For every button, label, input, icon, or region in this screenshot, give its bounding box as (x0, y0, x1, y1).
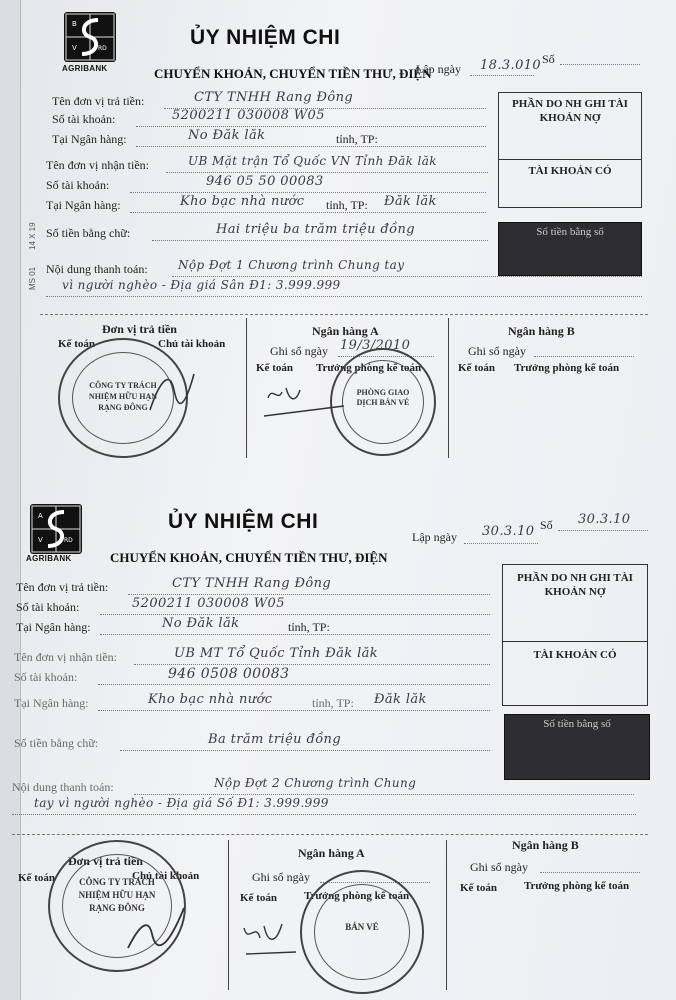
bank-b-accountant-label: Kế toán (458, 362, 495, 374)
payer-name: CTY TNHH Rang Đông (194, 90, 354, 105)
content-line1: Nộp Đợt 1 Chương trình Chung tay (178, 258, 405, 272)
payer-city-label: tỉnh, TP: (288, 620, 330, 634)
payee-name: UB MT Tổ Quốc Tỉnh Đăk lăk (174, 646, 379, 661)
payer-account: 5200211 030008 W05 (132, 596, 285, 611)
amount-words-label: Số tiền bằng chữ: (14, 736, 99, 750)
amount-number-label: Số tiền bằng số (536, 226, 604, 238)
svg-text:V: V (38, 536, 43, 544)
date-label: Lập ngày (416, 62, 461, 76)
document-title: ỦY NHIỆM CHI (190, 26, 341, 49)
payee-account-label: Số tài khoản: (46, 178, 110, 192)
bank-a-head-label: Trưởng phòng kế toán (304, 890, 410, 902)
payer-name: CTY TNHH Rang Đông (172, 576, 332, 591)
payment-order-2 (12, 488, 674, 1000)
amount-number-label: Số tiền bằng số (543, 718, 611, 730)
bank-stamp-text: BÁN VÉ (345, 922, 379, 932)
payer-bank-label: Tại Ngân hàng: (16, 620, 91, 634)
payer-city-label: tỉnh, TP: (336, 132, 378, 146)
payee-bank-label: Tại Ngân hàng: (14, 696, 89, 710)
date-value: 30.3.10 (482, 524, 535, 539)
payer-account-label: Số tài khoản: (52, 112, 116, 126)
payee-bank-label: Tại Ngân hàng: (46, 198, 121, 212)
content-line2: vì người nghèo - Địa giá Sân Đ1: 3.999.999 (62, 278, 341, 292)
content-label: Nội dung thanh toán: (46, 262, 148, 276)
payer-bank: No Đăk lăk (162, 616, 240, 631)
bank-a-accountant-label: Kế toán (240, 892, 277, 904)
payer-name-label: Tên đơn vị trả tiền: (16, 580, 109, 594)
bank-b-head-label: Trưởng phòng kế toán (514, 362, 620, 374)
bank-b-label: Ngân hàng B (508, 324, 575, 338)
svg-text:V: V (72, 44, 77, 52)
payee-account-label: Số tài khoản: (14, 670, 78, 684)
bank-a-recorded-date: 19/3/2010 (340, 338, 411, 353)
account-owner-label: Chủ tài khoản (158, 338, 226, 350)
content-label: Nội dung thanh toán: (12, 780, 114, 794)
agribank-logo-icon (30, 504, 82, 554)
bank-a-recorded-label: Ghi sổ ngày (270, 344, 328, 358)
bank-a-signature-icon (260, 378, 350, 422)
document-subtitle: CHUYỂN KHOẢN, CHUYỂN TIỀN THƯ, ĐIỆN (154, 66, 432, 81)
bank-b-head-label: Trưởng phòng kế toán (524, 880, 630, 892)
amount-words-label: Số tiền bằng chữ: (46, 226, 131, 240)
document-subtitle: CHUYỂN KHOẢN, CHUYỂN TIỀN THƯ, ĐIỆN (110, 550, 388, 565)
bank-a-accountant-label: Kế toán (256, 362, 293, 374)
payer-accountant-label: Kế toán (18, 872, 55, 884)
payer-signature-icon (122, 898, 192, 958)
form-size: 14 X 19 (28, 222, 37, 250)
company-stamp-text: CÔNG TY TRÁCH NHIỆM HỮU HẠN RẠNG ĐÔNG (88, 381, 158, 412)
payment-order-1 (12, 0, 674, 488)
content-line2: tay vì người nghèo - Địa giá Số Đ1: 3.999.999 (34, 796, 329, 810)
date-label: Lập ngày (412, 530, 457, 544)
svg-text:A: A (38, 512, 43, 520)
payee-city-label: tỉnh, TP: (326, 198, 368, 212)
payee-city: Đăk lăk (374, 692, 427, 707)
bank-a-signature-icon (238, 914, 308, 964)
bank-b-label: Ngân hàng B (512, 838, 579, 852)
payer-accountant-label: Kế toán (58, 338, 95, 350)
payer-bank-label: Tại Ngân hàng: (52, 132, 127, 146)
bank-name: AGRIBANK (62, 64, 108, 73)
number-label: Số (540, 518, 553, 532)
bank-a-label: Ngân hàng A (298, 846, 365, 860)
form-code: MS 01 (28, 266, 37, 290)
payee-bank: Kho bạc nhà nước (148, 692, 273, 707)
account-owner-label: Chủ tài khoản (132, 870, 200, 882)
payee-name-label: Tên đơn vị nhận tiền: (46, 158, 149, 172)
payer-section-label: Đơn vị trả tiền (68, 854, 143, 868)
bank-b-recorded-label: Ghi sổ ngày (468, 344, 526, 358)
payee-account: 946 05 50 00083 (206, 174, 324, 189)
payee-name: UB Mặt trận Tổ Quốc VN Tỉnh Đăk lăk (188, 154, 437, 168)
payer-account: 5200211 030008 W05 (172, 108, 325, 123)
svg-text:B: B (72, 20, 77, 28)
bank-record-box (498, 92, 642, 208)
payer-account-label: Số tài khoản: (16, 600, 80, 614)
svg-text:RD: RD (64, 537, 73, 544)
number-value: 30.3.10 (578, 512, 631, 527)
credit-account-label: TÀI KHOẢN CÓ (533, 649, 617, 661)
amount-number-box (504, 714, 650, 780)
svg-text:RD: RD (98, 45, 107, 52)
payee-city: Đăk lăk (384, 194, 437, 209)
document-title: ỦY NHIỆM CHI (168, 510, 319, 533)
agribank-logo-icon (64, 12, 116, 62)
date-value: 18.3.010 (480, 58, 542, 73)
amount-words: Hai triệu ba trăm triệu đồng (216, 222, 415, 237)
payee-name-label: Tên đơn vị nhận tiền: (14, 650, 117, 664)
amount-number-box (498, 222, 642, 276)
bank-record-box (502, 564, 648, 706)
amount-words: Ba trăm triệu đồng (208, 732, 342, 747)
number-label: Số (542, 52, 555, 66)
bank-name: AGRIBANK (26, 554, 72, 563)
content-line1: Nộp Đợt 2 Chương trình Chung (214, 776, 417, 790)
bank-b-recorded-label: Ghi sổ ngày (470, 860, 528, 874)
company-stamp-text: CÔNG TY TRÁCH NHIỆM HỮU HẠN RẠNG ĐÔNG (78, 877, 156, 913)
debit-account-label: PHẦN DO NH GHI TÀI KHOẢN NỢ (517, 572, 633, 598)
payer-bank: No Đăk lăk (188, 128, 266, 143)
bank-a-head-label: Trưởng phòng kế toán (316, 362, 422, 374)
payee-bank: Kho bạc nhà nước (180, 194, 305, 209)
payer-name-label: Tên đơn vị trả tiền: (52, 94, 145, 108)
debit-account-label: PHẦN DO NH GHI TÀI KHOẢN NỢ (512, 98, 628, 124)
bank-b-accountant-label: Kế toán (460, 882, 497, 894)
bank-a-recorded-label: Ghi sổ ngày (252, 870, 310, 884)
bank-a-label: Ngân hàng A (312, 324, 379, 338)
bank-stamp (300, 870, 424, 994)
payer-section-label: Đơn vị trả tiền (102, 322, 177, 336)
payee-city-label: tỉnh, TP: (312, 696, 354, 710)
credit-account-label: TÀI KHOẢN CÓ (528, 165, 612, 177)
bank-stamp-text: PHÒNG GIAO DỊCH BÁN VÉ (356, 388, 410, 407)
payee-account: 946 0508 00083 (168, 666, 290, 682)
payer-signature-icon (140, 360, 200, 420)
